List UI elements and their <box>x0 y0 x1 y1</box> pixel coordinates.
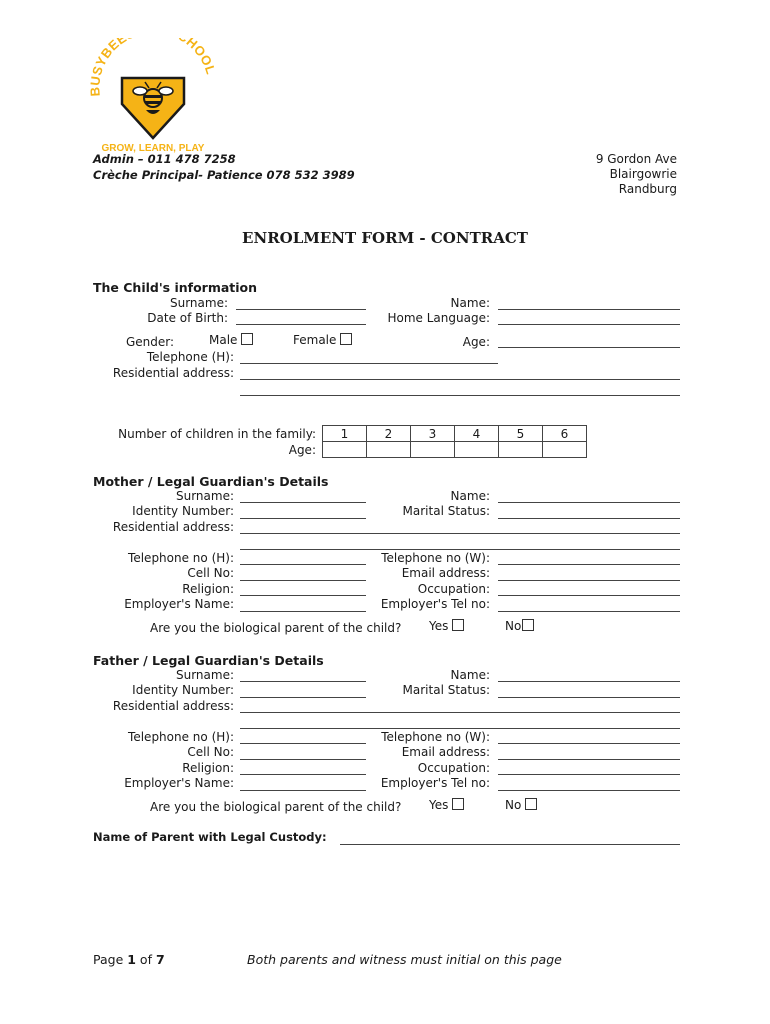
male-checkbox[interactable] <box>241 333 253 345</box>
mother-tel-w-label: Telephone no (W): <box>381 551 490 565</box>
child-age-cell-2[interactable] <box>367 442 411 458</box>
father-bio-yes-option[interactable] <box>429 798 464 812</box>
mother-name-label: Name: <box>450 489 490 503</box>
child-male-option[interactable] <box>209 333 253 347</box>
mother-occupation-label: Occupation: <box>417 582 490 596</box>
father-employer-tel-label: Employer's Tel no: <box>380 776 490 790</box>
num-children-label: Number of children in the family: <box>118 427 316 441</box>
child-female-option[interactable] <box>293 333 352 347</box>
father-name-field[interactable] <box>498 681 680 682</box>
child-address-label: Residential address: <box>112 366 234 380</box>
child-dob-field[interactable] <box>236 324 366 325</box>
child-telephone-field[interactable] <box>240 363 498 364</box>
mother-employer-label: Employer's Name: <box>124 597 234 611</box>
page-prefix: Page <box>93 952 128 967</box>
mother-bio-yes-option[interactable] <box>429 619 464 633</box>
father-id-label: Identity Number: <box>132 683 234 697</box>
mother-heading: Mother / Legal Guardian's Details <box>93 474 329 489</box>
logo-name: BUSYBEE HOOL <box>88 38 218 97</box>
child-col-2: 2 <box>367 426 411 442</box>
mother-email-label: Email address: <box>401 566 490 580</box>
mother-address-field-1[interactable] <box>240 533 680 534</box>
father-occupation-field[interactable] <box>498 774 680 775</box>
children-age-row <box>323 442 587 458</box>
father-no-checkbox[interactable] <box>525 798 537 810</box>
child-telephone-label: Telephone (H): <box>146 350 234 364</box>
child-col-4: 4 <box>455 426 499 442</box>
school-logo <box>88 38 218 156</box>
father-occupation-label: Occupation: <box>417 761 490 775</box>
logo-tagline: GROW, LEARN, PLAY <box>101 143 205 154</box>
mother-tel-h-field[interactable] <box>240 564 366 565</box>
child-name-field[interactable] <box>498 309 680 310</box>
custody-label: Name of Parent with Legal Custody: <box>93 830 327 844</box>
child-address-field-1[interactable] <box>240 379 680 380</box>
father-name-label: Name: <box>450 668 490 682</box>
child-surname-label: Surname: <box>169 296 228 310</box>
father-bio-question: Are you the biological parent of the child? <box>150 800 402 814</box>
father-heading: Father / Legal Guardian's Details <box>93 653 324 668</box>
child-age-field[interactable] <box>498 347 680 348</box>
father-religion-label: Religion: <box>182 761 234 775</box>
child-home-language-field[interactable] <box>498 324 680 325</box>
father-email-label: Email address: <box>401 745 490 759</box>
child-col-5: 5 <box>499 426 543 442</box>
child-age-cell-5[interactable] <box>499 442 543 458</box>
father-religion-field[interactable] <box>240 774 366 775</box>
custody-field[interactable] <box>340 844 680 845</box>
father-tel-w-field[interactable] <box>498 743 680 744</box>
mother-cell-label: Cell No: <box>187 566 234 580</box>
child-col-1: 1 <box>323 426 367 442</box>
father-marital-field[interactable] <box>498 697 680 698</box>
mother-bio-no-option[interactable] <box>505 619 534 633</box>
father-marital-label: Marital Status: <box>402 683 490 697</box>
mother-surname-field[interactable] <box>240 502 366 503</box>
father-yes-label: Yes <box>429 798 449 812</box>
mother-yes-checkbox[interactable] <box>452 619 464 631</box>
mother-occupation-field[interactable] <box>498 595 680 596</box>
father-id-field[interactable] <box>240 697 366 698</box>
child-address-field-2[interactable] <box>240 395 680 396</box>
father-employer-tel-field[interactable] <box>498 790 680 791</box>
father-address-label: Residential address: <box>112 699 234 713</box>
father-bio-no-option[interactable] <box>505 798 537 812</box>
mother-email-field[interactable] <box>498 580 680 581</box>
children-table <box>322 425 587 458</box>
child-dob-label: Date of Birth: <box>147 311 228 325</box>
child-age-cell-1[interactable] <box>323 442 367 458</box>
child-surname-field[interactable] <box>236 309 366 310</box>
mother-bio-question: Are you the biological parent of the child? <box>150 621 402 635</box>
child-gender-label: Gender: <box>126 335 175 349</box>
mother-religion-field[interactable] <box>240 595 366 596</box>
child-age-cell-6[interactable] <box>543 442 587 458</box>
mother-tel-w-field[interactable] <box>498 564 680 565</box>
child-age-cell-3[interactable] <box>411 442 455 458</box>
child-heading: The Child's information <box>93 280 258 295</box>
children-age-label: Age: <box>288 443 316 457</box>
mother-name-field[interactable] <box>498 502 680 503</box>
father-surname-field[interactable] <box>240 681 366 682</box>
mother-marital-label: Marital Status: <box>402 504 490 518</box>
form-title: ENROLMENT FORM - CONTRACT <box>242 229 528 247</box>
father-tel-w-label: Telephone no (W): <box>381 730 490 744</box>
principal-contact: Crèche Principal- Patience 078 532 3989 <box>93 168 355 182</box>
father-tel-h-label: Telephone no (H): <box>128 730 234 744</box>
father-surname-label: Surname: <box>175 668 234 682</box>
mother-employer-tel-label: Employer's Tel no: <box>380 597 490 611</box>
children-number-row <box>323 426 587 442</box>
footer-note: Both parents and witness must initial on this page <box>247 952 562 967</box>
page-total: 7 <box>155 952 165 967</box>
male-label: Male <box>209 333 238 347</box>
child-age-label: Age: <box>462 335 490 349</box>
father-address-field-2[interactable] <box>240 728 680 729</box>
child-col-3: 3 <box>411 426 455 442</box>
mother-employer-field[interactable] <box>240 611 366 612</box>
father-employer-field[interactable] <box>240 790 366 791</box>
father-tel-h-field[interactable] <box>240 743 366 744</box>
father-employer-label: Employer's Name: <box>124 776 234 790</box>
female-checkbox[interactable] <box>340 333 352 345</box>
child-home-language-label: Home Language: <box>387 311 490 325</box>
page-current: 1 <box>127 952 136 967</box>
mother-yes-label: Yes <box>429 619 449 633</box>
mother-no-checkbox[interactable] <box>522 619 534 631</box>
address-line-3: Randburg <box>618 182 677 196</box>
mother-tel-h-label: Telephone no (H): <box>128 551 234 565</box>
address-line-1: 9 Gordon Ave <box>595 152 677 166</box>
father-no-label: No <box>505 798 522 812</box>
mother-surname-label: Surname: <box>175 489 234 503</box>
child-name-label: Name: <box>450 296 490 310</box>
child-age-cell-4[interactable] <box>455 442 499 458</box>
father-email-field[interactable] <box>498 759 680 760</box>
child-col-6: 6 <box>543 426 587 442</box>
address-line-2: Blairgowrie <box>609 167 677 181</box>
mother-employer-tel-field[interactable] <box>498 611 680 612</box>
mother-address-field-2[interactable] <box>240 549 680 550</box>
female-label: Female <box>293 333 337 347</box>
mother-id-field[interactable] <box>240 518 366 519</box>
mother-address-label: Residential address: <box>112 520 234 534</box>
father-address-field-1[interactable] <box>240 712 680 713</box>
admin-contact: Admin – 011 478 7258 <box>93 152 236 166</box>
mother-cell-field[interactable] <box>240 580 366 581</box>
father-cell-label: Cell No: <box>187 745 234 759</box>
page-of: of <box>135 952 156 967</box>
mother-id-label: Identity Number: <box>132 504 234 518</box>
mother-religion-label: Religion: <box>182 582 234 596</box>
mother-no-label: No <box>505 619 522 633</box>
mother-marital-field[interactable] <box>498 518 680 519</box>
father-yes-checkbox[interactable] <box>452 798 464 810</box>
page-number <box>93 952 165 967</box>
father-cell-field[interactable] <box>240 759 366 760</box>
